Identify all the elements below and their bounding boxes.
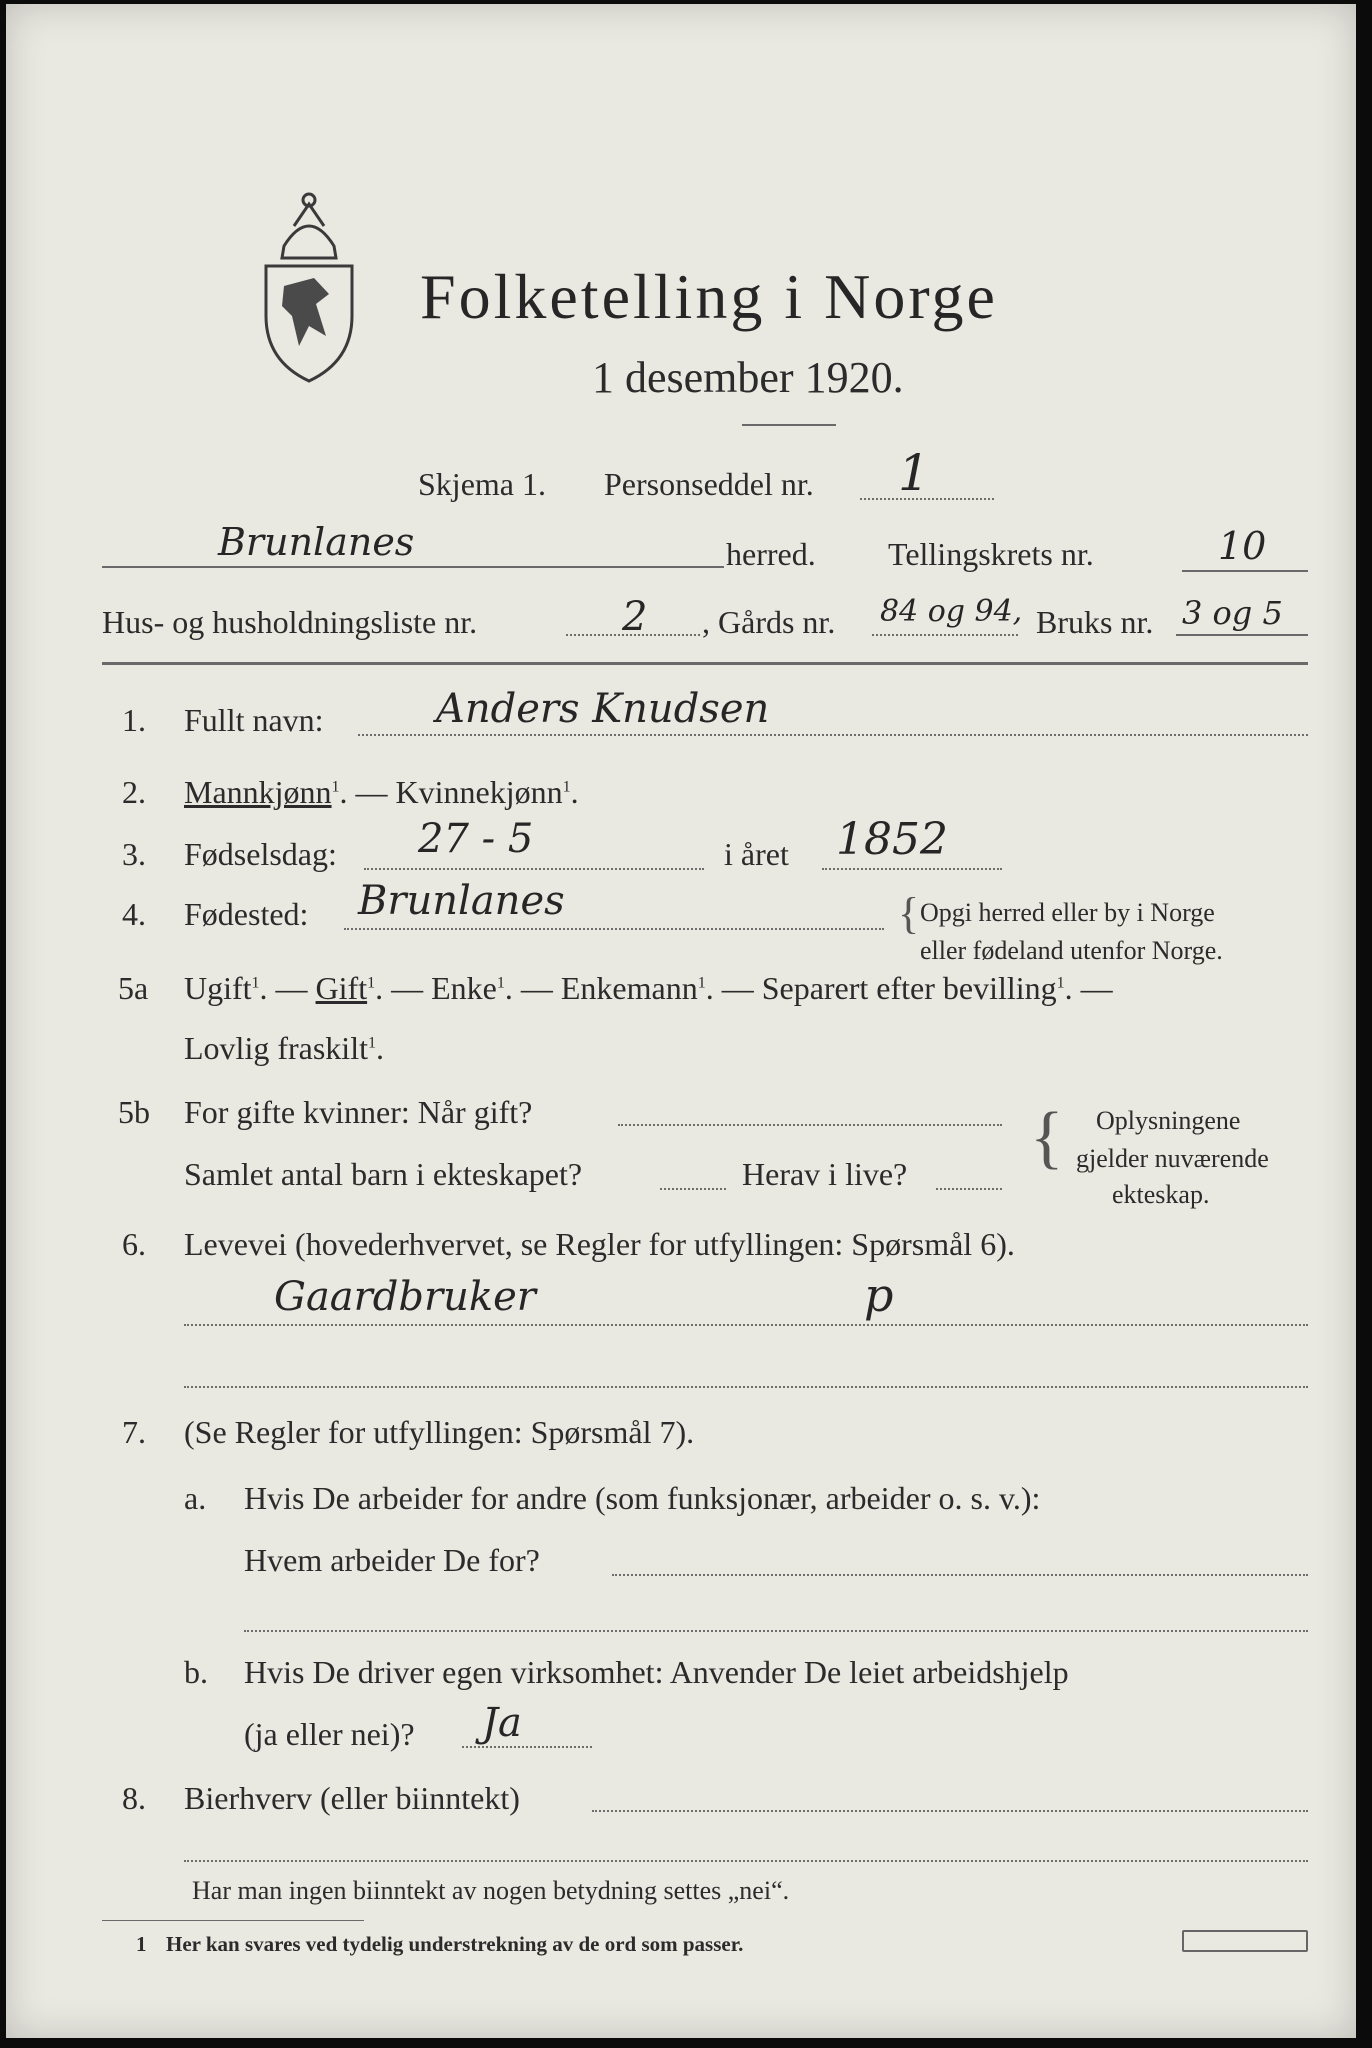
personseddel-value: 1: [898, 444, 930, 502]
q4-number: 4.: [122, 896, 146, 932]
q2-end: .: [570, 774, 579, 810]
q2-kvinne: Kvinnekjønn: [395, 774, 563, 810]
q7b-number: b.: [184, 1654, 208, 1690]
q6-mark: p: [864, 1268, 894, 1322]
q2-text: [184, 774, 579, 811]
q2-number: 2.: [122, 774, 146, 810]
hus-label: Hus- og husholdningsliste nr.: [102, 604, 478, 640]
q8-number: 8.: [122, 1780, 146, 1816]
census-form: [6, 4, 1356, 2038]
q6-field-1: [184, 1324, 1308, 1326]
q4-field: [344, 928, 884, 930]
herred-value: Brunlanes: [218, 520, 415, 564]
q5a-sup: 1: [367, 1034, 376, 1052]
coat-of-arms-icon: [254, 186, 364, 386]
q5a-fraskilt-row: Lovlig fraskilt$^1$.: [184, 1030, 384, 1066]
q1-field: [358, 734, 1308, 736]
q7b-field: [462, 1746, 592, 1748]
q6-value: Gaardbruker: [274, 1274, 536, 1320]
footnote-divider: [102, 1920, 364, 1921]
q3-number: 3.: [122, 836, 146, 872]
q8-label: Bierhverv (eller biinntekt): [184, 1780, 520, 1816]
schema-label: Skjema 1.: [418, 466, 546, 502]
q5a-gift: Gift: [315, 970, 368, 1006]
q7-number: 7.: [122, 1414, 146, 1450]
q5a-enke: Enke: [431, 970, 497, 1006]
q1-number: 1.: [122, 702, 146, 738]
q5a-sup: 1: [1056, 974, 1065, 992]
header-divider: [102, 662, 1308, 665]
q2-sup2: 1: [562, 778, 571, 796]
q1-label: Fullt navn:: [184, 702, 324, 738]
q7-label: (Se Regler for utfyllingen: Spørsmål 7).: [184, 1414, 695, 1450]
herred-field: [102, 566, 724, 568]
hus-value: 2: [622, 594, 648, 640]
q5a-sup: 1: [367, 974, 376, 992]
q5a-enkemann: Enkemann: [560, 970, 698, 1006]
q7b-value: Ja: [482, 1700, 522, 1746]
tellingskrets-label: Tellingskrets nr.: [888, 536, 1094, 572]
title-divider: [742, 424, 836, 426]
q2-sep: . —: [339, 774, 396, 810]
q7b-text: Hvis De driver egen virksomhet: Anvender De leiet arbeidshjelp: [244, 1654, 1069, 1690]
q3-year-field: [822, 868, 1002, 870]
tellingskrets-value: 10: [1218, 524, 1267, 568]
herred-label: herred.: [726, 536, 816, 572]
q5a-sup: 1: [496, 974, 505, 992]
q6-label: Levevei (hovederhvervet, se Regler for utfyllingen: Spørsmål 6).: [184, 1226, 1015, 1262]
q5b-barn-field: [660, 1188, 726, 1190]
q5b-note2: gjelder nuværende: [1076, 1144, 1269, 1173]
q4-brace: {: [898, 889, 920, 938]
q6-number: 6.: [122, 1226, 146, 1262]
q5b-label: For gifte kvinner: Når gift?: [184, 1094, 533, 1130]
q7a-text: Hvis De arbeider for andre (som funksjonær, arbeider o. s. v.):: [244, 1480, 1041, 1516]
q3-year-label: i året: [724, 836, 789, 872]
q4-note2: eller fødeland utenfor Norge.: [920, 936, 1223, 965]
footnote-mark: 1: [136, 1932, 147, 1956]
bruks-value: 3 og 5: [1182, 594, 1283, 632]
q5b-note1: Oplysningene: [1096, 1106, 1241, 1135]
form-title: Folketelling i Norge: [420, 261, 998, 332]
q3-year-value: 1852: [836, 814, 948, 865]
q5b-married-field: [618, 1124, 1002, 1126]
q7b-label: (ja eller nei)?: [244, 1716, 415, 1752]
q7a-field-2: [244, 1630, 1308, 1632]
bruks-field: [1176, 634, 1308, 636]
q5b-number: 5b: [118, 1094, 150, 1130]
q5a-fraskilt: Lovlig fraskilt: [184, 1030, 368, 1066]
q8-field-2: [184, 1860, 1308, 1862]
personseddel-label: Personseddel nr.: [604, 466, 814, 502]
q1-value: Anders Knudsen: [436, 686, 770, 732]
q5b-live-field: [936, 1188, 1002, 1190]
printer-stamp: [1182, 1930, 1308, 1952]
bruks-label: Bruks nr.: [1036, 604, 1154, 640]
q5b-note3: ekteskap.: [1112, 1180, 1210, 1209]
q7a-label: Hvem arbeider De for?: [244, 1542, 540, 1578]
q3-label: Fødselsdag:: [184, 836, 337, 872]
q2-sup1: 1: [331, 778, 340, 796]
q4-note1: Opgi herred eller by i Norge: [920, 898, 1215, 927]
gards-label: , Gårds nr.: [702, 604, 836, 640]
q5a-sup: 1: [697, 974, 706, 992]
q5a-ugift: Ugift: [184, 970, 252, 1006]
footnote-text: Her kan svares ved tydelig understrekning av de ord som passer.: [166, 1932, 744, 1956]
q5b-barn-label: Samlet antal barn i ekteskapet?: [184, 1156, 583, 1192]
q3-field: [364, 868, 704, 870]
q5a-sup: 1: [251, 974, 260, 992]
q5b-live-label: Herav i live?: [742, 1156, 908, 1192]
q8-note: Har man ingen biinntekt av nogen betydning settes „nei“.: [192, 1876, 790, 1905]
q5b-brace: {: [1030, 1099, 1064, 1176]
form-date: 1 desember 1920.: [592, 353, 904, 402]
q3-value: 27 - 5: [418, 816, 534, 862]
q4-label: Fødested:: [184, 896, 309, 932]
q7a-field-1: [612, 1574, 1308, 1576]
gards-field: [872, 634, 1018, 636]
q5a-separert: Separert efter bevilling: [761, 970, 1057, 1006]
q5a-number: 5a: [118, 970, 149, 1006]
q5a-options: Ugift$^1$. — Gift$^1$. — Enke$^1$. — Enkemann$^1$. — Separert efter bevilling$^1$. —: [184, 970, 1113, 1006]
q7a-number: a.: [184, 1480, 207, 1516]
q2-mann: Mannkjønn: [184, 774, 332, 810]
q8-field-1: [592, 1810, 1308, 1812]
gards-value: 84 og 94,: [880, 594, 1023, 629]
q4-value: Brunlanes: [358, 878, 565, 924]
q6-field-2: [184, 1386, 1308, 1388]
tellingskrets-field: [1182, 570, 1308, 572]
